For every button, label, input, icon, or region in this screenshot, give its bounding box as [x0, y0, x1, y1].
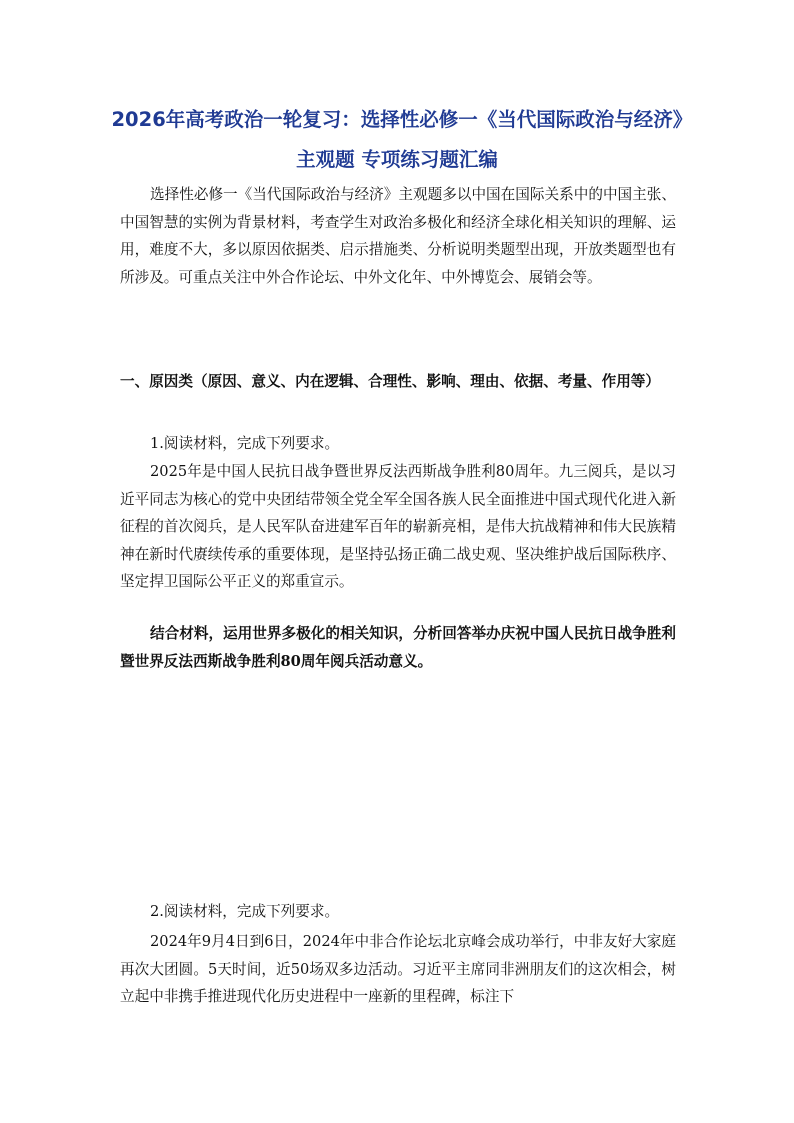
question-1-task: 结合材料，运用世界多极化的相关知识，分析回答举办庆祝中国人民抗日战争胜利暨世界反法西斯战争胜利80周年阅兵活动意义。: [120, 625, 676, 670]
question-1-prompt: 1.阅读材料，完成下列要求。: [150, 435, 340, 452]
intro-paragraph: 选择性必修一《当代国际政治与经济》主观题多以中国在国际关系中的中国主张、中国智慧的实例为背景材料，考查学生对政治多极化和经济全球化相关知识的理解、运用，难度不大，多以原因依据类、启示措施类、分析说明类题型出现，开放类题型也有所涉及。可重点关注中外合作论坛、中外文化年、中外博览会、展销会等。: [120, 186, 676, 286]
document-title: 2026年高考政治一轮复习：选择性必修一《当代国际政治与经济》主观题 专项练习题汇编: [111, 108, 683, 171]
question-2-material: 2024年9月4日到6日，2024年中非合作论坛北京峰会成功举行，中非友好大家庭再次大团圆。5天时间，近50场双多边活动。习近平主席同非洲朋友们的这次相会，树立起中非携手推进现代化历史进程中一座新的里程碑，标注下: [120, 933, 676, 1006]
section-1-heading: 一、原因类（原因、意义、内在逻辑、合理性、影响、理由、依据、考量、作用等）: [120, 373, 660, 390]
question-1-material: 2025年是中国人民抗日战争暨世界反法西斯战争胜利80周年。九三阅兵，是以习近平同志为核心的党中央团结带领全党全军全国各族人民全面推进中国式现代化进入新征程的首次阅兵，是人民军队奋进建军百年的崭新亮相，是伟大抗战精神和伟大民族精神在新时代赓续传承的重要体现，是坚持弘扬正确二战史观、坚决维护战后国际秩序、坚定捍卫国际公平正义的郑重宣示。: [120, 463, 676, 591]
question-2-prompt: 2.阅读材料，完成下列要求。: [150, 903, 340, 920]
